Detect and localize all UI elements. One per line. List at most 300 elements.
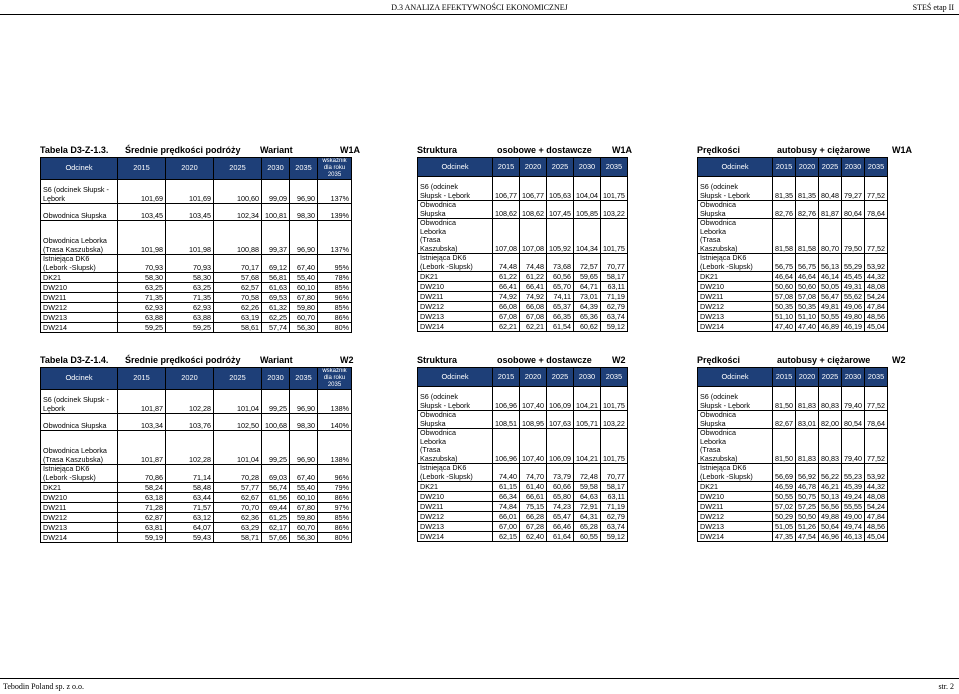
table-row [418,387,628,411]
table-row [418,429,628,464]
value-cell: 50,35 [773,302,796,312]
value-cell: 63,74 [600,522,627,532]
value-cell: 46,13 [842,532,865,542]
value-cell: 61,22 [519,272,546,282]
value-cell: 81,50 [773,429,796,464]
road-section-cell: Istniejąca DK6 (Lebork -Slupsk) [698,464,773,482]
value-cell: 137% [318,180,352,204]
header-cell: wskaźnik dla roku 2035 [318,158,352,180]
table-row [698,302,888,312]
value-cell: 74,48 [493,254,520,272]
value-cell: 108,51 [493,411,520,429]
header-cell: 2035 [290,368,318,390]
value-cell: 101,69 [166,180,214,204]
value-cell: 140% [318,414,352,431]
value-cell: 51,10 [796,312,819,322]
value-cell: 46,21 [819,482,842,492]
value-cell: 81,50 [773,387,796,411]
value-cell: 101,75 [600,177,627,201]
value-cell: 56,81 [262,273,290,283]
value-cell: 80,70 [819,219,842,254]
road-section-cell: DW212 [698,512,773,522]
value-cell: 101,98 [166,221,214,255]
value-cell: 101,04 [214,390,262,414]
page-header-title: D.3 ANALIZA EFEKTYWNOŚCI EKONOMICZNEJ [391,3,568,12]
road-section-cell: DW210 [418,282,493,292]
caption-part: autobusy + ciężarowe [777,355,871,365]
road-section-cell: DK21 [41,483,118,493]
value-cell: 62,67 [214,493,262,503]
table-row [698,464,888,482]
value-cell: 61,40 [519,482,546,492]
value-cell: 105,63 [546,177,573,201]
value-cell: 72,57 [573,254,600,272]
caption-part: W2 [892,355,906,365]
value-cell: 67,40 [290,465,318,483]
value-cell: 85% [318,513,352,523]
value-cell: 81,83 [796,387,819,411]
header-cell: 2025 [819,368,842,387]
value-cell: 79,40 [842,429,865,464]
table-row [41,523,352,533]
value-cell: 70,77 [600,254,627,272]
title-title-main: Średnie prędkości podróży [125,145,241,155]
value-cell: 62,40 [519,532,546,542]
value-cell: 80% [318,533,352,543]
value-cell: 57,66 [262,533,290,543]
value-cell: 104,34 [573,219,600,254]
road-section-cell: DW210 [418,492,493,502]
value-cell: 105,85 [573,201,600,219]
header-cell: 2030 [573,368,600,387]
table-row [41,255,352,273]
caption-part: autobusy + ciężarowe [777,145,871,155]
road-section-cell: DW213 [698,522,773,532]
value-cell: 63,12 [166,513,214,523]
value-cell: 59,12 [600,532,627,542]
road-section-cell: DW211 [41,293,118,303]
value-cell: 61,25 [262,513,290,523]
value-cell: 96,90 [290,180,318,204]
value-cell: 57,74 [262,323,290,333]
value-cell: 55,29 [842,254,865,272]
header-cell: 2035 [600,158,627,177]
value-cell: 54,24 [865,502,888,512]
value-cell: 81,83 [796,429,819,464]
value-cell: 104,21 [573,429,600,464]
value-cell: 47,40 [773,322,796,332]
value-cell: 106,96 [493,387,520,411]
value-cell: 74,40 [493,464,520,482]
road-section-cell: Obwodnica Słupska [418,411,493,429]
speed-table [40,367,352,543]
table-header-row [698,368,888,387]
value-cell: 47,84 [865,512,888,522]
table-row [41,513,352,523]
header-cell: 2025 [546,158,573,177]
table-row [418,201,628,219]
value-cell: 70,28 [214,465,262,483]
value-cell: 67,28 [519,522,546,532]
value-cell: 86% [318,313,352,323]
table-row [698,254,888,272]
road-section-cell: DW211 [418,292,493,302]
caption-part: Struktura [417,145,458,155]
value-cell: 63,44 [166,493,214,503]
value-cell: 62,26 [214,303,262,313]
table-row [698,411,888,429]
table-header-row [418,368,628,387]
value-cell: 55,55 [842,502,865,512]
value-cell: 108,62 [519,201,546,219]
value-cell: 64,07 [166,523,214,533]
value-cell: 139% [318,204,352,221]
value-cell: 59,80 [290,303,318,313]
value-cell: 105,92 [546,219,573,254]
value-cell: 65,70 [546,282,573,292]
value-cell: 78% [318,273,352,283]
value-cell: 55,62 [842,292,865,302]
table-row [418,464,628,482]
value-cell: 63,88 [166,313,214,323]
value-cell: 106,09 [546,387,573,411]
title-title-label: Tabela D3-Z-1.4. [40,355,109,365]
road-section-cell: DW214 [418,532,493,542]
value-cell: 105,71 [573,411,600,429]
value-cell: 59,25 [166,323,214,333]
value-cell: 56,47 [819,292,842,302]
value-cell: 82,00 [819,411,842,429]
road-section-cell: S6 (odcinek Słupsk - Lębork [418,177,493,201]
header-cell: 2035 [865,158,888,177]
value-cell: 58,17 [600,482,627,492]
table-row [418,532,628,542]
value-cell: 49,24 [842,492,865,502]
value-cell: 47,54 [796,532,819,542]
footer-divider [0,678,959,679]
value-cell: 71,35 [118,293,166,303]
value-cell: 65,28 [573,522,600,532]
value-cell: 56,56 [819,502,842,512]
value-cell: 86% [318,523,352,533]
table-row [418,312,628,322]
road-section-cell: DW214 [41,533,118,543]
value-cell: 100,88 [214,221,262,255]
header-cell: 2015 [118,368,166,390]
value-cell: 44,32 [865,482,888,492]
value-cell: 58,48 [166,483,214,493]
value-cell: 60,10 [290,283,318,293]
value-cell: 62,15 [493,532,520,542]
table-row [41,180,352,204]
value-cell: 61,32 [262,303,290,313]
value-cell: 101,75 [600,219,627,254]
caption-part: Prędkości [697,355,741,365]
title-variant-label: Wariant [260,355,293,365]
speed-table [417,157,628,332]
value-cell: 57,68 [214,273,262,283]
table-row [41,431,352,465]
value-cell: 72,91 [573,502,600,512]
value-cell: 80% [318,323,352,333]
value-cell: 69,12 [262,255,290,273]
value-cell: 81,35 [773,177,796,201]
road-section-cell: DW213 [41,313,118,323]
caption-part: Struktura [417,355,458,365]
table-row [418,292,628,302]
value-cell: 49,31 [842,282,865,292]
road-section-cell: DW210 [41,493,118,503]
value-cell: 83,01 [796,411,819,429]
value-cell: 63,25 [118,283,166,293]
table-row [418,482,628,492]
value-cell: 66,01 [493,512,520,522]
table-row [41,483,352,493]
table-row [418,282,628,292]
value-cell: 80,83 [819,387,842,411]
value-cell: 71,19 [600,502,627,512]
value-cell: 49,74 [842,522,865,532]
value-cell: 66,08 [519,302,546,312]
table-row [418,302,628,312]
value-cell: 106,09 [546,429,573,464]
header-cell: 2020 [796,368,819,387]
value-cell: 56,75 [796,254,819,272]
value-cell: 97% [318,503,352,513]
table-header-row [41,368,352,390]
road-section-cell: S6 (odcinek Słupsk - Lębork [698,387,773,411]
value-cell: 102,34 [214,204,262,221]
value-cell: 73,68 [546,254,573,272]
value-cell: 47,40 [796,322,819,332]
table-row [41,221,352,255]
value-cell: 45,04 [865,322,888,332]
value-cell: 82,76 [796,201,819,219]
value-cell: 54,24 [865,292,888,302]
table-row [698,282,888,292]
value-cell: 96,90 [290,390,318,414]
value-cell: 60,66 [546,482,573,492]
value-cell: 46,64 [773,272,796,282]
table-row [418,322,628,332]
value-cell: 95% [318,255,352,273]
header-cell: 2030 [262,368,290,390]
value-cell: 60,70 [290,313,318,323]
road-section-cell: DW212 [41,513,118,523]
road-section-cell: Obwodnica Leborka (Trasa Kaszubska) [418,219,493,254]
value-cell: 48,56 [865,522,888,532]
title-variant: W1A [340,145,360,155]
header-cell: 2025 [214,368,262,390]
value-cell: 71,28 [118,503,166,513]
table-row [698,502,888,512]
road-section-cell: DW212 [418,512,493,522]
value-cell: 60,62 [573,322,600,332]
header-cell: 2030 [842,368,865,387]
value-cell: 74,48 [519,254,546,272]
value-cell: 74,23 [546,502,573,512]
value-cell: 59,19 [118,533,166,543]
table-row [698,201,888,219]
value-cell: 59,65 [573,272,600,282]
value-cell: 80,54 [842,411,865,429]
table-row [698,387,888,411]
value-cell: 56,22 [819,464,842,482]
value-cell: 102,50 [214,414,262,431]
table-row [41,493,352,503]
value-cell: 50,29 [773,512,796,522]
road-section-cell: Obwodnica Leborka (Trasa Kaszubska) [698,219,773,254]
table-row [41,465,352,483]
title-title-main: Średnie prędkości podróży [125,355,241,365]
value-cell: 61,63 [262,283,290,293]
value-cell: 50,60 [796,282,819,292]
value-cell: 65,80 [546,492,573,502]
value-cell: 138% [318,431,352,465]
value-cell: 62,21 [519,322,546,332]
table-row [41,503,352,513]
value-cell: 62,93 [166,303,214,313]
header-cell: 2030 [262,158,290,180]
table-row [698,272,888,282]
value-cell: 101,87 [118,390,166,414]
value-cell: 98,30 [290,414,318,431]
road-section-cell: DK21 [418,482,493,492]
value-cell: 106,77 [493,177,520,201]
road-section-cell: DW213 [418,312,493,322]
page-header-stage: STEŚ etap II [912,3,954,12]
header-cell: 2015 [773,158,796,177]
value-cell: 49,00 [842,512,865,522]
value-cell: 67,00 [493,522,520,532]
value-cell: 63,18 [118,493,166,503]
table-row [41,323,352,333]
value-cell: 80,64 [842,201,865,219]
table-row [418,272,628,282]
caption-part: osobowe + dostawcze [497,355,592,365]
road-section-cell: DW212 [41,303,118,313]
value-cell: 101,75 [600,429,627,464]
table-row [698,429,888,464]
table-row [41,390,352,414]
title-title-label: Tabela D3-Z-1.3. [40,145,109,155]
road-section-cell: S6 (odcinek Słupsk - Lębork [41,180,118,204]
header-cell: Odcinek [418,158,493,177]
road-section-cell: DW211 [698,292,773,302]
road-section-cell: DK21 [698,272,773,282]
value-cell: 74,92 [519,292,546,302]
road-section-cell: Istniejąca DK6 (Lebork -Slupsk) [698,254,773,272]
table-header-row [698,158,888,177]
header-cell: 2030 [842,158,865,177]
road-section-cell: DW214 [698,322,773,332]
header-cell: 2025 [546,368,573,387]
value-cell: 47,35 [773,532,796,542]
table-row [418,492,628,502]
table-row [41,414,352,431]
value-cell: 62,79 [600,302,627,312]
value-cell: 48,08 [865,492,888,502]
value-cell: 99,25 [262,431,290,465]
value-cell: 103,22 [600,411,627,429]
value-cell: 58,30 [118,273,166,283]
speed-table [40,157,352,333]
value-cell: 72,48 [573,464,600,482]
value-cell: 61,56 [262,493,290,503]
road-section-cell: Istniejąca DK6 (Lebork -Slupsk) [418,254,493,272]
table-row [41,204,352,221]
value-cell: 46,78 [796,482,819,492]
value-cell: 103,45 [118,204,166,221]
header-cell: 2020 [519,158,546,177]
value-cell: 66,61 [519,492,546,502]
value-cell: 67,80 [290,293,318,303]
header-cell: 2015 [773,368,796,387]
value-cell: 56,30 [290,533,318,543]
header-cell: 2035 [290,158,318,180]
value-cell: 77,52 [865,429,888,464]
value-cell: 57,08 [796,292,819,302]
value-cell: 63,88 [118,313,166,323]
value-cell: 62,25 [262,313,290,323]
value-cell: 65,37 [546,302,573,312]
value-cell: 137% [318,221,352,255]
road-section-cell: Obwodnica Leborka (Trasa Kaszubska) [418,429,493,464]
table-row [418,502,628,512]
value-cell: 53,92 [865,254,888,272]
table-row [698,492,888,502]
road-section-cell: DK21 [418,272,493,282]
value-cell: 45,39 [842,482,865,492]
table-row [418,411,628,429]
table-row [41,273,352,283]
value-cell: 50,13 [819,492,842,502]
value-cell: 81,35 [796,177,819,201]
header-cell: Odcinek [698,368,773,387]
value-cell: 64,31 [573,512,600,522]
value-cell: 45,45 [842,272,865,282]
road-section-cell: DW210 [698,492,773,502]
value-cell: 71,35 [166,293,214,303]
value-cell: 86% [318,493,352,503]
table-header-row [41,158,352,180]
value-cell: 80,48 [819,177,842,201]
value-cell: 49,88 [819,512,842,522]
header-cell: 2030 [573,158,600,177]
value-cell: 73,01 [573,292,600,302]
title-variant-label: Wariant [260,145,293,155]
value-cell: 46,59 [773,482,796,492]
value-cell: 55,40 [290,273,318,283]
value-cell: 60,10 [290,493,318,503]
value-cell: 57,25 [796,502,819,512]
value-cell: 69,44 [262,503,290,513]
value-cell: 99,37 [262,221,290,255]
title-variant: W2 [340,355,354,365]
value-cell: 46,64 [796,272,819,282]
value-cell: 55,23 [842,464,865,482]
table-row [698,532,888,542]
value-cell: 82,67 [773,411,796,429]
table-row [418,512,628,522]
value-cell: 61,15 [493,482,520,492]
table-row [698,522,888,532]
value-cell: 81,58 [796,219,819,254]
value-cell: 99,09 [262,180,290,204]
value-cell: 45,04 [865,532,888,542]
value-cell: 63,25 [166,283,214,293]
value-cell: 61,22 [493,272,520,282]
